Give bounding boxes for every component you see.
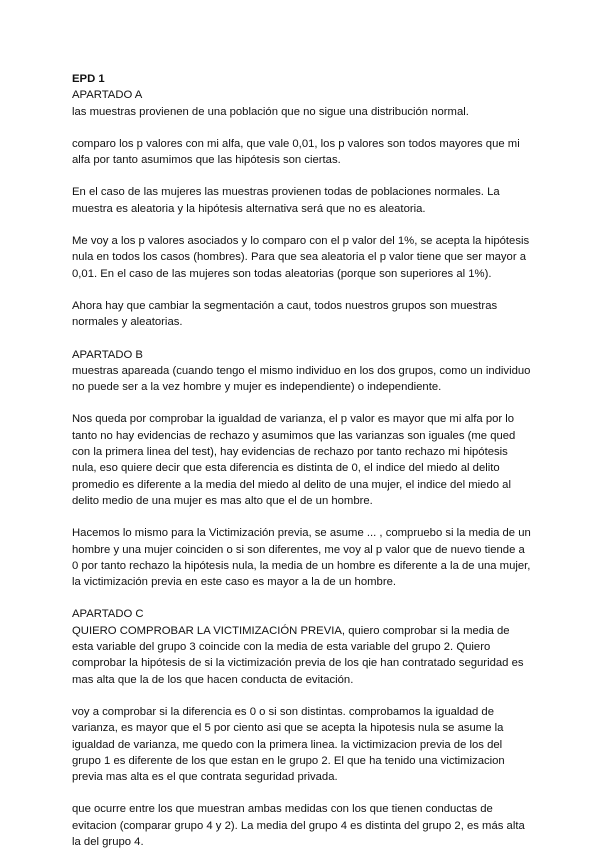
paragraph-c-2: voy a comprobar si la diferencia es 0 o si son distintas. comprobamos la igualdad de varianza, es mayor que el 5 por ciento asi que se acepta la hipotesis nula se asume la igualdad de varianza, me quedo con la primera linea. la victimizacion previa de los del grupo 1 es diferente de los que estan en le grupo 2. El que ha tenido una victimizacion previa mas alta es el que contrata seguridad privada. <box>72 705 505 784</box>
paragraph-a-3: En el caso de las mujeres las muestras provienen todas de poblaciones normales. La muestra es aleatoria y la hipótesis alternativa será que no es aleatoria. <box>72 186 500 215</box>
spacer <box>72 688 532 704</box>
paragraph-b-3: Hacemos lo mismo para la Victimización previa, se asume ... , compruebo si la media de un hombre y una mujer coinciden o si son diferentes, me voy al p valor que de nuevo tiende a 0 por tanto rechazo la hipótesis nula, la media de un hombre es diferente a la de una mujer, la victimización previa en este caso es mayor a la de un hombre. <box>72 527 531 589</box>
spacer <box>72 331 532 347</box>
document-body <box>72 71 532 850</box>
paragraph-a-4: Me voy a los p valores asociados y lo comparo con el p valor del 1%, se acepta la hipótesis nula en todos los casos (hombres). Para que sea aleatoria el p valor tiene que ser mayor a 0,01. En el caso de las mujeres son todas aleatorias (porque son superiores al 1%). <box>72 235 530 280</box>
document-title: EPD 1 <box>72 73 105 85</box>
spacer <box>72 120 532 136</box>
paragraph-c-3: que ocurre entre los que muestran ambas medidas con los que tienen conductas de evitacion (comparar grupo 4 y 2). La media del grupo 4 es distinta del grupo 2, es más alta la del grupo 4. <box>72 803 525 848</box>
spacer <box>72 282 532 298</box>
spacer <box>72 785 532 801</box>
spacer <box>72 509 532 525</box>
paragraph-c-1: QUIERO COMPROBAR LA VICTIMIZACIÓN PREVIA, quiero comprobar si la media de esta variable del grupo 3 coincide con la media de esta variable del grupo 2. Quiero comprobar la hipótesis de si la victimización previa de los qie han contratado seguridad es mas alta que la de los que hacen conducta de evitación. <box>72 624 524 686</box>
paragraph-a-2: comparo los p valores con mi alfa, que vale 0,01, los p valores son todos mayores que mi alfa por tanto asumimos que las hipótesis son ciertas. <box>72 137 520 167</box>
paragraph-a-1: las muestras provienen de una población que no sigue una distribución normal. <box>72 105 469 118</box>
section-title-b: APARTADO B <box>72 348 143 361</box>
spacer <box>72 590 532 606</box>
section-title-a: APARTADO A <box>72 89 143 102</box>
spacer <box>72 217 532 233</box>
spacer <box>72 168 532 184</box>
paragraph-b-2: Nos queda por comprobar la igualdad de varianza, el p valor es mayor que mi alfa por lo tanto no hay evidencias de rechazo y asumimos que las varianzas son iguales (me qued con la primera linea del test), hay evidencias de rechazo por tanto rechazo mi hipótesis nula, eso quiere decir que esta diferencia es distinta de 0, el indice del miedo al delito promedio es diferente a la media del miedo al delito de una mujer, el indice del miedo al delito medio de una mujer es mas alto que el de un hombre. <box>72 413 516 507</box>
section-title-c: APARTADO C <box>72 608 144 621</box>
spacer <box>72 395 532 411</box>
paragraph-a-5: Ahora hay que cambiar la segmentación a caut, todos nuestros grupos son muestras normales y aleatorias. <box>72 299 498 329</box>
paragraph-b-1: muestras apareada (cuando tengo el mismo individuo en los dos grupos, como un individuo no puede ser a la vez hombre y mujer es independiente) o independiente. <box>72 364 531 394</box>
